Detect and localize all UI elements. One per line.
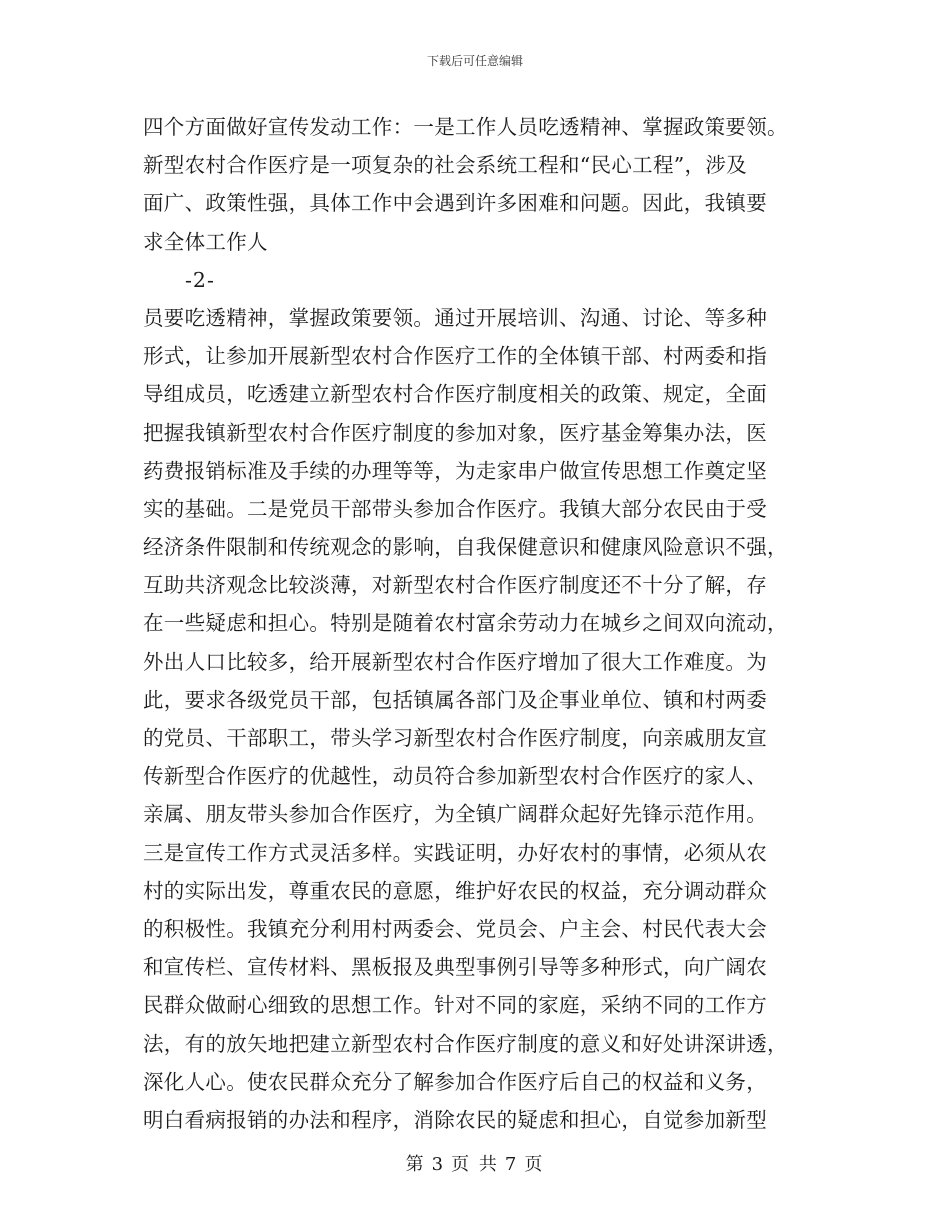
current-page-number: 3 (431, 1154, 446, 1175)
text-line: 深化人心。使农民群众充分了解参加合作医疗后自己的权益和义务， (143, 1069, 767, 1094)
document-body (143, 108, 823, 1139)
text-line: 在一些疑虑和担心。特别是随着农村富余劳动力在城乡之间双向流动， (143, 611, 788, 636)
text-line: 传新型合作医疗的优越性，动员符合参加新型农村合作医疗的家人、 (143, 764, 767, 789)
text-line: 的积极性。我镇充分利用村两委会、党员会、户主会、村民代表大会 (143, 916, 767, 941)
text-line: 亲属、朋友带头参加合作医疗，为全镇广阔群众起好先锋示范作用。 (143, 802, 767, 827)
footer-prefix: 第 (405, 1154, 426, 1175)
text-line: 和宣传栏、宣传材料、黑板报及典型事例引导等多种形式，向广阔农 (143, 955, 767, 980)
text-line: 导组成员，吃透建立新型农村合作医疗制度相关的政策、规定，全面 (143, 382, 767, 407)
text-line: 法，有的放矢地把建立新型农村合作医疗制度的意义和好处讲深讲透， (143, 1031, 788, 1056)
text-line: 把握我镇新型农村合作医疗制度的参加对象，医疗基金筹集办法，医 (143, 420, 767, 445)
text-line: 形式，让参加开展新型农村合作医疗工作的全体镇干部、村两委和指 (143, 344, 767, 369)
footer-suffix: 页 (524, 1154, 545, 1175)
text-line: 村的实际出发，尊重农民的意愿，维护好农民的权益，充分调动群众 (143, 878, 767, 903)
page-header: 下载后可任意编辑 (426, 54, 523, 68)
text-line: 药费报销标准及手续的办理等等，为走家串户做宣传思想工作奠定坚 (143, 458, 767, 483)
text-line: 员要吃透精神，掌握政策要领。通过开展培训、沟通、讨论、等多种 (143, 305, 767, 330)
text-line: 实的基础。二是党员干部带头参加合作医疗。我镇大部分农民由于受 (143, 496, 767, 521)
text-line: 面广、政策性强，具体工作中会遇到许多困难和问题。因此，我镇要 (143, 191, 767, 216)
text-line: 明白看病报销的办法和程序，消除农民的疑虑和担心，自觉参加新型 (143, 1107, 767, 1132)
text-line: 民群众做耐心细致的思想工作。针对不同的家庭，采纳不同的工作方 (143, 993, 767, 1018)
page-footer (0, 1150, 950, 1176)
footer-mid: 页 共 (451, 1154, 499, 1175)
text-line: 三是宣传工作方式灵活多样。实践证明，办好农村的事情，必须从农 (143, 840, 767, 865)
text-line: 此，要求各级党员干部，包括镇属各部门及企事业单位、镇和村两委 (143, 687, 767, 712)
text-line: 经济条件限制和传统观念的影响，自我保健意识和健康风险意识不强， (143, 535, 788, 560)
text-line: 互助共济观念比较淡薄，对新型农村合作医疗制度还不十分了解，存 (143, 573, 767, 598)
text-line: 的党员、干部职工，带头学习新型农村合作医疗制度，向亲戚朋友宣 (143, 726, 767, 750)
inline-page-marker: -2- (185, 267, 215, 292)
text-line: 外出人口比较多，给开展新型农村合作医疗增加了很大工作难度。为 (143, 649, 767, 674)
total-page-count: 7 (504, 1154, 519, 1175)
text-line: 新型农村合作医疗是一项复杂的社会系统工程和“民心工程”，涉及 (143, 153, 747, 178)
text-line: 求全体工作人 (143, 229, 268, 254)
text-line: 四个方面做好宣传发动工作：一是工作人员吃透精神、掌握政策要领。 (143, 115, 788, 139)
